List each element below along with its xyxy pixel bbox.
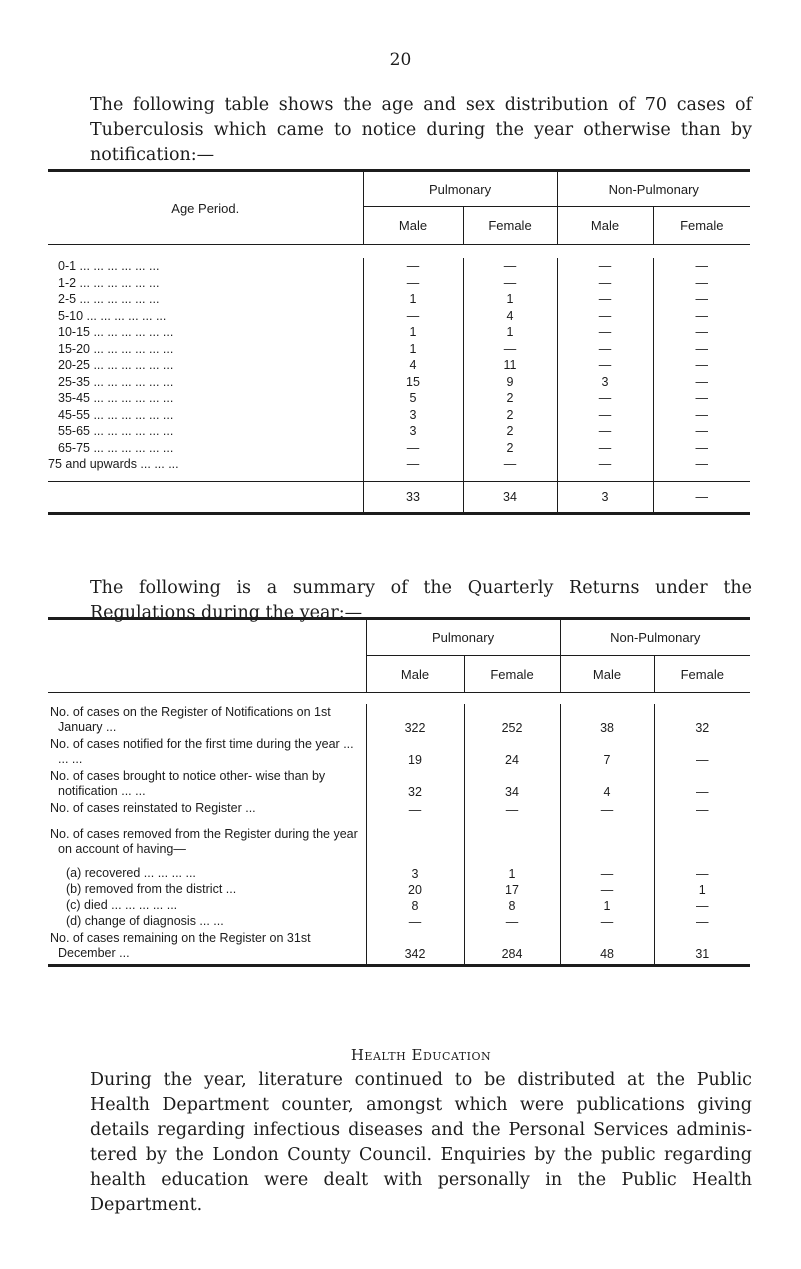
value-cell: —: [557, 407, 653, 424]
table-row: [48, 291, 750, 308]
total-pulmonary-female: 34: [463, 481, 557, 513]
value-cell: —: [653, 258, 750, 275]
value-cell: —: [653, 357, 750, 374]
value-cell: —: [557, 258, 653, 275]
value-cell: 342: [366, 930, 464, 962]
value-cell: 38: [560, 704, 654, 736]
value-cell: —: [654, 898, 750, 914]
value-cell: —: [653, 390, 750, 407]
value-cell: 19: [366, 736, 464, 768]
quarterly-returns-table: [48, 617, 750, 967]
table-row: [48, 308, 750, 325]
value-cell: —: [560, 882, 654, 898]
return-label: No. of cases brought to notice other- wise than by notification ... ...: [50, 768, 326, 798]
value-cell: [654, 818, 750, 866]
non-pulmonary-header: Non-Pulmonary: [560, 619, 750, 656]
value-cell: —: [557, 423, 653, 440]
value-cell: —: [557, 308, 653, 325]
value-cell: —: [653, 423, 750, 440]
value-cell: —: [464, 800, 560, 818]
value-cell: 4: [463, 308, 557, 325]
value-cell: 1: [654, 882, 750, 898]
value-cell: —: [366, 914, 464, 930]
table-row: [48, 866, 750, 882]
table-row: [48, 704, 750, 736]
age-period-label: 45-55 ... ... ... ... ... ...: [58, 407, 174, 422]
value-cell: —: [557, 440, 653, 457]
table-row: [48, 456, 750, 473]
value-cell: 1: [463, 324, 557, 341]
table-row: [48, 324, 750, 341]
value-cell: —: [653, 341, 750, 358]
age-period-label: 55-65 ... ... ... ... ... ...: [58, 424, 174, 438]
age-period-label: 35-45 ... ... ... ... ... ...: [58, 391, 174, 405]
table-row: [48, 374, 750, 391]
value-cell: —: [557, 291, 653, 308]
female-header: Female: [463, 207, 557, 245]
value-cell: —: [557, 390, 653, 407]
value-cell: 2: [463, 440, 557, 457]
female-header: Female: [653, 207, 750, 245]
value-cell: —: [654, 768, 750, 800]
value-cell: 17: [464, 882, 560, 898]
health-education-paragraph: During the year, literature continued to be distributed at the Public Health Department counter, amongst which were publications giving details regarding infectious diseases and the Personal Services adminis- tered by the London County Council. Enquiries by the public regarding health education were dealt with personally in the Public Health Department.: [90, 1070, 752, 1215]
value-cell: 3: [363, 407, 463, 424]
value-cell: —: [653, 275, 750, 292]
total-label-cell: [48, 481, 363, 513]
age-period-label: 1-2 ... ... ... ... ... ...: [58, 275, 160, 290]
age-period-label: 65-75 ... ... ... ... ... ...: [58, 440, 174, 455]
value-cell: 9: [463, 374, 557, 391]
value-cell: 32: [654, 704, 750, 736]
value-cell: 8: [366, 898, 464, 914]
value-cell: 4: [560, 768, 654, 800]
table-row: [48, 407, 750, 424]
return-label: (a) recovered ... ... ... ...: [66, 866, 196, 881]
value-cell: 5: [363, 390, 463, 407]
value-cell: 1: [463, 291, 557, 308]
value-cell: 7: [560, 736, 654, 768]
male-header: Male: [366, 656, 464, 693]
value-cell: 15: [363, 374, 463, 391]
value-cell: 1: [363, 291, 463, 308]
value-cell: 3: [363, 423, 463, 440]
return-label: No. of cases reinstated to Register ...: [50, 801, 256, 816]
return-label: No. of cases remaining on the Register on 31st December ...: [50, 930, 311, 960]
value-cell: 31: [654, 930, 750, 962]
blank-header-cell: [48, 619, 366, 693]
value-cell: —: [653, 324, 750, 341]
table-row: [48, 882, 750, 898]
table-row: [48, 914, 750, 930]
pulmonary-header: Pulmonary: [363, 171, 557, 207]
value-cell: —: [653, 374, 750, 391]
value-cell: —: [464, 914, 560, 930]
table-row: [48, 818, 750, 866]
value-cell: —: [363, 275, 463, 292]
health-education-heading: Health Education: [350, 1046, 492, 1064]
value-cell: 3: [366, 866, 464, 882]
value-cell: 1: [464, 866, 560, 882]
table-row: [48, 423, 750, 440]
value-cell: 2: [463, 407, 557, 424]
value-cell: —: [654, 800, 750, 818]
value-cell: [366, 818, 464, 866]
age-rows: [48, 258, 750, 473]
summary-paragraph: The following is a summary of the Quarterly Returns under the Regulations during the year:—: [90, 578, 752, 623]
value-cell: 1: [363, 324, 463, 341]
table-row: [48, 258, 750, 275]
value-cell: —: [366, 800, 464, 818]
value-cell: —: [363, 440, 463, 457]
value-cell: 8: [464, 898, 560, 914]
value-cell: —: [463, 341, 557, 358]
table-row: [48, 275, 750, 292]
value-cell: —: [463, 258, 557, 275]
total-nonpulmonary-male: 3: [557, 481, 653, 513]
value-cell: 20: [366, 882, 464, 898]
value-cell: —: [560, 866, 654, 882]
table-row: [48, 800, 750, 818]
table-row: [48, 768, 750, 800]
female-header: Female: [654, 656, 750, 693]
value-cell: —: [653, 407, 750, 424]
return-rows: [48, 704, 750, 962]
value-cell: 2: [463, 390, 557, 407]
value-cell: —: [653, 456, 750, 473]
value-cell: 32: [366, 768, 464, 800]
total-pulmonary-male: 33: [363, 481, 463, 513]
table-row: [48, 930, 750, 962]
return-label: No. of cases notified for the first time during the year ... ... ...: [50, 736, 354, 766]
male-header: Male: [363, 207, 463, 245]
table-row: [48, 898, 750, 914]
value-cell: 252: [464, 704, 560, 736]
value-cell: 48: [560, 930, 654, 962]
male-header: Male: [560, 656, 654, 693]
value-cell: 1: [560, 898, 654, 914]
value-cell: [464, 818, 560, 866]
value-cell: —: [654, 736, 750, 768]
return-label: (c) died ... ... ... ... ...: [66, 898, 178, 913]
value-cell: —: [463, 275, 557, 292]
age-period-label: 2-5 ... ... ... ... ... ...: [58, 292, 160, 306]
intro-paragraph: The following table shows the age and sex distribution of 70 cases of Tuberculosis which came to notice during the year otherwise than by notification:—: [90, 95, 752, 165]
age-period-label: 10-15 ... ... ... ... ... ...: [58, 325, 174, 339]
value-cell: 2: [463, 423, 557, 440]
value-cell: 34: [464, 768, 560, 800]
value-cell: —: [560, 914, 654, 930]
table-row: [48, 736, 750, 768]
age-period-header: Age Period.: [48, 171, 363, 245]
table-row: [48, 390, 750, 407]
value-cell: [560, 818, 654, 866]
value-cell: 4: [363, 357, 463, 374]
total-nonpulmonary-female: —: [653, 481, 750, 513]
return-label: (b) removed from the district ...: [66, 882, 237, 897]
age-period-label: 5-10 ... ... ... ... ... ...: [58, 308, 167, 323]
age-period-label: 0-1 ... ... ... ... ... ...: [58, 259, 160, 273]
table-row: [48, 357, 750, 374]
page-number: 20: [389, 50, 412, 70]
value-cell: 24: [464, 736, 560, 768]
value-cell: 1: [363, 341, 463, 358]
value-cell: —: [557, 456, 653, 473]
return-label: (d) change of diagnosis ... ...: [66, 914, 224, 929]
age-sex-table: [48, 169, 750, 515]
value-cell: —: [557, 275, 653, 292]
value-cell: —: [654, 866, 750, 882]
pulmonary-header: Pulmonary: [366, 619, 560, 656]
value-cell: —: [653, 291, 750, 308]
value-cell: —: [363, 308, 463, 325]
table-row: [48, 440, 750, 457]
return-label: No. of cases on the Register of Notifications on 1st January ...: [50, 704, 331, 734]
value-cell: —: [363, 456, 463, 473]
return-label: No. of cases removed from the Register during the year on account of having—: [50, 826, 358, 856]
age-period-label: 25-35 ... ... ... ... ... ...: [58, 374, 174, 389]
value-cell: —: [653, 308, 750, 325]
value-cell: —: [653, 440, 750, 457]
age-period-label: 20-25 ... ... ... ... ... ...: [58, 358, 174, 372]
value-cell: —: [463, 456, 557, 473]
female-header: Female: [464, 656, 560, 693]
value-cell: —: [557, 341, 653, 358]
non-pulmonary-header: Non-Pulmonary: [557, 171, 750, 207]
value-cell: —: [557, 357, 653, 374]
value-cell: 3: [557, 374, 653, 391]
value-cell: —: [560, 800, 654, 818]
age-period-label: 75 and upwards ... ... ...: [48, 457, 179, 471]
male-header: Male: [557, 207, 653, 245]
table-row: [48, 341, 750, 358]
age-period-label: 15-20 ... ... ... ... ... ...: [58, 341, 174, 356]
value-cell: —: [557, 324, 653, 341]
value-cell: 11: [463, 357, 557, 374]
value-cell: 322: [366, 704, 464, 736]
value-cell: 284: [464, 930, 560, 962]
value-cell: —: [654, 914, 750, 930]
value-cell: —: [363, 258, 463, 275]
